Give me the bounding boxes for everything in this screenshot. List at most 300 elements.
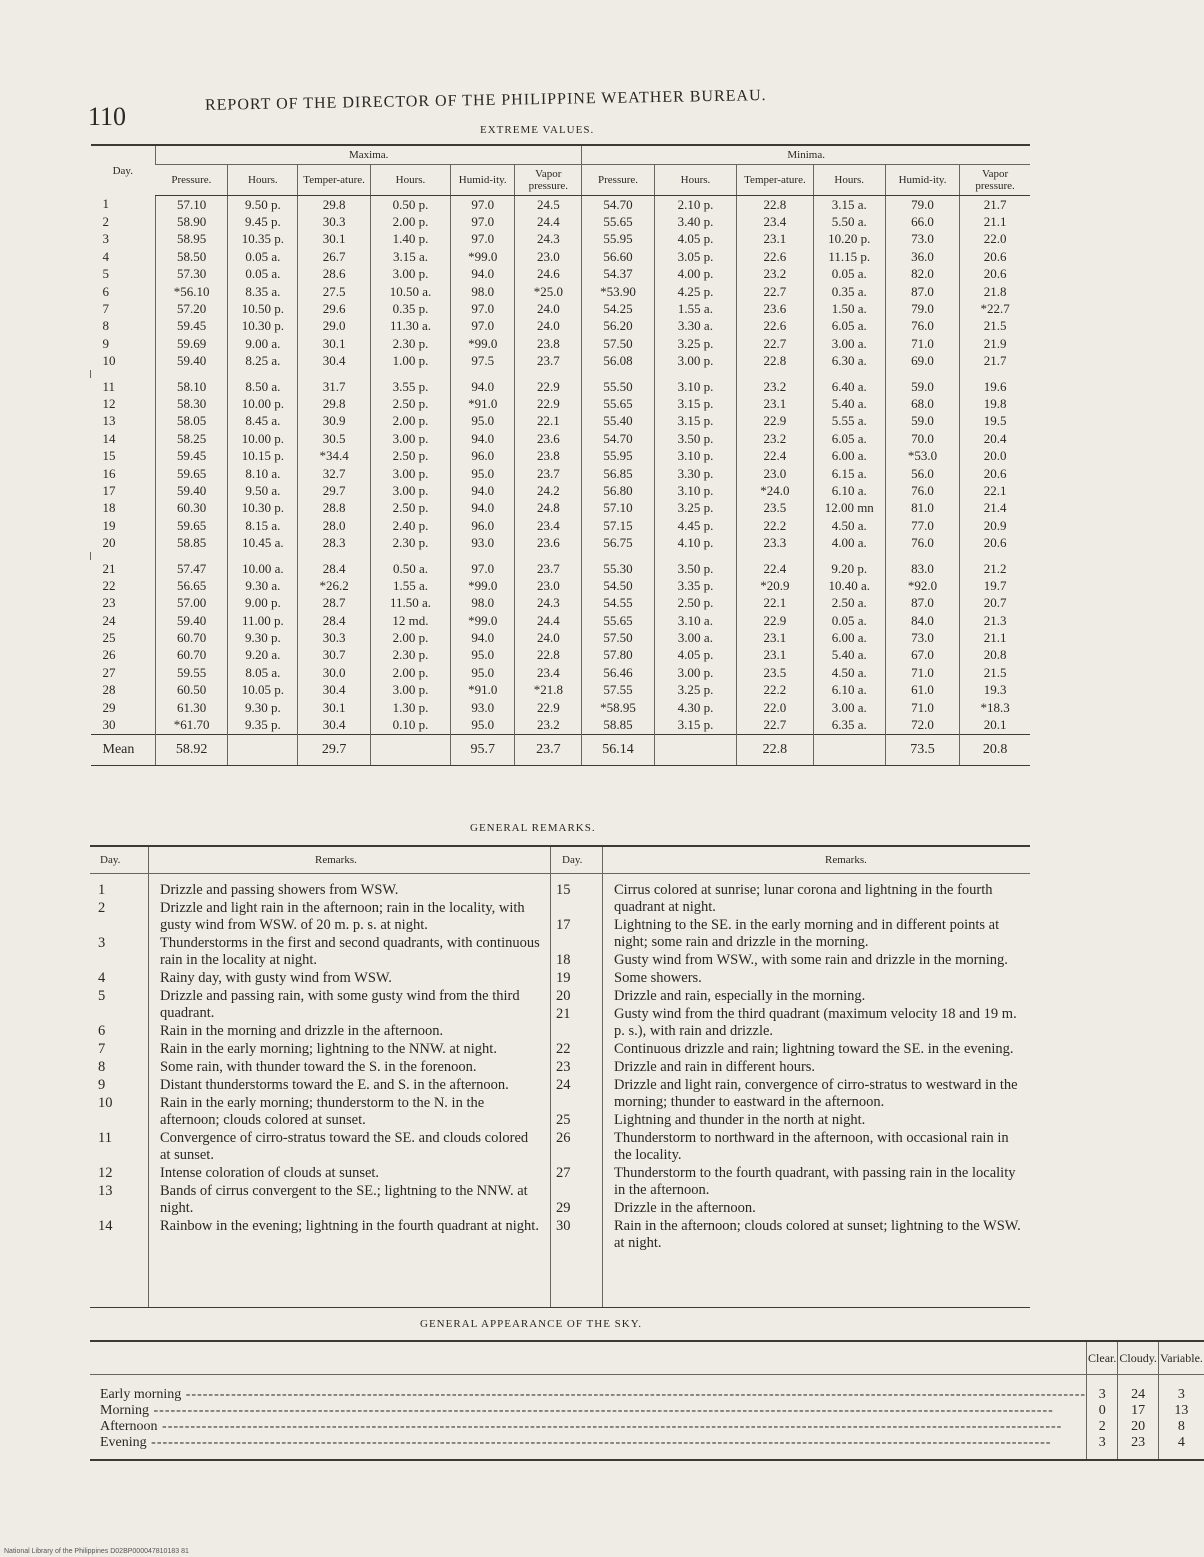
table-row [91, 647, 1031, 664]
remark-item [556, 970, 1024, 987]
value-cell: 29.7 [298, 482, 370, 499]
sky-period-label [90, 1375, 1087, 1404]
sky-row [90, 1403, 1204, 1419]
value-cell: 0.05 a. [813, 612, 885, 629]
remark-item [556, 988, 1024, 1005]
value-cell: 5.40 a. [813, 395, 885, 412]
value-cell: 96.0 [451, 447, 515, 464]
value-cell: *34.4 [298, 447, 370, 464]
max-col-header: Pressure. [156, 165, 228, 196]
value-cell: 24.6 [515, 266, 582, 283]
value-cell: 58.50 [156, 248, 228, 265]
value-cell: 97.5 [451, 353, 515, 370]
value-cell: 26.7 [298, 248, 370, 265]
value-cell: 11.00 p. [228, 612, 298, 629]
value-cell: 6.00 a. [813, 629, 885, 646]
value-cell: 58.95 [156, 231, 228, 248]
value-cell: 56.08 [582, 353, 654, 370]
value-cell: 1.30 p. [370, 699, 451, 716]
remark-item [556, 882, 1024, 916]
value-cell: 57.00 [156, 595, 228, 612]
sky-row [90, 1435, 1204, 1460]
table-row [91, 353, 1031, 370]
day-cell: 8 [102, 318, 109, 334]
day-cell: 3 [102, 231, 109, 247]
value-cell: 54.50 [582, 577, 654, 594]
value-cell: 23.2 [515, 716, 582, 734]
value-cell: 94.0 [451, 378, 515, 395]
value-cell: 19.3 [960, 682, 1030, 699]
value-cell: 30.5 [298, 430, 370, 447]
remark-item [556, 1112, 1024, 1129]
value-cell: 87.0 [885, 595, 959, 612]
value-cell: *99.0 [451, 248, 515, 265]
value-cell: 8.15 a. [228, 517, 298, 534]
value-cell: 21.9 [960, 335, 1030, 352]
library-footer: National Library of the Philippines D02BP000047810183 81 [4, 1548, 189, 1555]
value-cell: 3.15 a. [370, 248, 451, 265]
min-col-header: Hours. [813, 165, 885, 196]
sky-period-label [90, 1403, 1087, 1419]
value-cell: 59.40 [156, 353, 228, 370]
value-cell: 56.75 [582, 534, 654, 551]
remark-day: 5 [98, 988, 106, 1004]
extreme-values-table [90, 144, 1030, 766]
day-cell: 13 [102, 413, 116, 429]
day-cell: 21 [102, 560, 116, 576]
value-cell: 3.30 a. [654, 318, 737, 335]
value-cell: 23.2 [737, 378, 813, 395]
table-row [91, 283, 1031, 300]
table-row [91, 395, 1031, 412]
remark-item [98, 900, 542, 934]
value-cell: 58.05 [156, 413, 228, 430]
value-cell: 55.50 [582, 378, 654, 395]
value-cell: 10.05 p. [228, 682, 298, 699]
value-cell: 12.00 mn [813, 500, 885, 517]
remark-day: 12 [98, 1165, 113, 1181]
remark-text: Drizzle in the afternoon. [614, 1200, 756, 1216]
value-cell: 23.7 [515, 353, 582, 370]
day-cell: 26 [102, 647, 116, 663]
value-cell: 3.10 p. [654, 482, 737, 499]
value-cell: 57.10 [582, 500, 654, 517]
value-cell: 57.80 [582, 647, 654, 664]
remarks-header-right: Remarks. [825, 854, 867, 866]
table-row [91, 500, 1031, 517]
value-cell: 79.0 [885, 300, 959, 317]
mean-value: 23.7 [515, 734, 582, 765]
value-cell: 3.10 p. [654, 378, 737, 395]
mean-value: 56.14 [582, 734, 654, 765]
value-cell: 28.6 [298, 266, 370, 283]
value-cell: 81.0 [885, 500, 959, 517]
value-cell: 30.4 [298, 716, 370, 734]
value-cell: 56.80 [582, 482, 654, 499]
remarks-day-header-right: Day. [562, 854, 583, 866]
value-cell: 2.50 p. [370, 500, 451, 517]
value-cell: *20.9 [737, 577, 813, 594]
value-cell: 59.0 [885, 378, 959, 395]
value-cell: 56.65 [156, 577, 228, 594]
value-cell: 1.55 a. [370, 577, 451, 594]
day-cell: 27 [102, 664, 116, 680]
value-cell: 1.55 a. [654, 300, 737, 317]
remark-item [556, 952, 1024, 969]
value-cell: 1.50 a. [813, 300, 885, 317]
value-cell: 3.10 a. [654, 612, 737, 629]
value-cell: 21.1 [960, 629, 1030, 646]
remark-day: 11 [98, 1130, 112, 1146]
day-cell: 18 [102, 500, 116, 516]
value-cell: 23.8 [515, 447, 582, 464]
remark-item [556, 1165, 1024, 1199]
sky-period-label [90, 1419, 1087, 1435]
value-cell: *53.0 [885, 447, 959, 464]
remark-text: Drizzle and light rain in the afternoon; rain in the locality, with gusty wind from WSW. of 20 m. p. s. at night. [160, 900, 525, 933]
value-cell: 71.0 [885, 335, 959, 352]
value-cell: 9.30 p. [228, 699, 298, 716]
value-cell: 6.40 a. [813, 378, 885, 395]
value-cell: 3.15 p. [654, 716, 737, 734]
sky-period-text: Morning ----- [100, 1403, 1054, 1418]
value-cell: 23.2 [737, 266, 813, 283]
day-cell: 24 [102, 612, 116, 628]
value-cell: 3.00 p. [654, 664, 737, 681]
value-cell: 56.85 [582, 465, 654, 482]
sky-variable-count: 4 [1158, 1435, 1203, 1460]
value-cell: 96.0 [451, 517, 515, 534]
value-cell: 23.2 [737, 430, 813, 447]
remark-item [98, 1041, 542, 1058]
value-cell: 22.6 [737, 318, 813, 335]
table-row [91, 465, 1031, 482]
value-cell: 58.90 [156, 213, 228, 230]
value-cell: 54.25 [582, 300, 654, 317]
remark-item [98, 1023, 542, 1040]
day-cell: 19 [102, 517, 116, 533]
table-row [91, 682, 1031, 699]
mean-value: 95.7 [451, 734, 515, 765]
min-col-header: Hours. [654, 165, 737, 196]
value-cell: 2.50 p. [654, 595, 737, 612]
table-row [91, 664, 1031, 681]
sky-clear-count: 2 [1087, 1419, 1118, 1435]
table-row [91, 378, 1031, 395]
remark-item [98, 970, 542, 987]
day-cell: 4 [102, 248, 109, 264]
value-cell: 59.40 [156, 482, 228, 499]
remark-day: 18 [556, 952, 571, 968]
page-number: 110 [88, 102, 127, 131]
sky-appearance-table [90, 1340, 1204, 1461]
value-cell: 12 md. [370, 612, 451, 629]
value-cell: 30.3 [298, 213, 370, 230]
value-cell: 55.65 [582, 612, 654, 629]
remark-text: Drizzle and light rain, convergence of cirro-stratus to westward in the morning; thunder to eastward in the afternoon. [614, 1077, 1018, 1110]
value-cell: 3.55 p. [370, 378, 451, 395]
value-cell: 22.2 [737, 517, 813, 534]
value-cell: 24.8 [515, 500, 582, 517]
table-row [91, 577, 1031, 594]
value-cell: 98.0 [451, 595, 515, 612]
value-cell: 97.0 [451, 300, 515, 317]
running-head: REPORT OF THE DIRECTOR OF THE PHILIPPINE WEATHER BUREAU. [204, 87, 767, 114]
value-cell: 22.9 [515, 378, 582, 395]
value-cell: 19.6 [960, 378, 1030, 395]
general-remarks-caption: GENERAL REMARKS. [470, 822, 596, 834]
remark-item [98, 1183, 542, 1217]
value-cell: 2.00 p. [370, 629, 451, 646]
value-cell: 9.00 p. [228, 595, 298, 612]
mean-value: 22.8 [737, 734, 813, 765]
value-cell: 8.35 a. [228, 283, 298, 300]
value-cell: 55.40 [582, 413, 654, 430]
value-cell: 79.0 [885, 196, 959, 214]
value-cell: 28.7 [298, 595, 370, 612]
value-cell: *99.0 [451, 577, 515, 594]
value-cell: *24.0 [737, 482, 813, 499]
value-cell: 3.35 p. [654, 577, 737, 594]
remark-text: Bands of cirrus convergent to the SE.; lightning to the NNW. at night. [160, 1183, 528, 1216]
remark-day: 4 [98, 970, 106, 986]
sky-variable-header: Variable. [1158, 1341, 1203, 1375]
value-cell: 29.8 [298, 395, 370, 412]
remark-text: Intense coloration of clouds at sunset. [160, 1165, 380, 1181]
value-cell: 23.5 [737, 664, 813, 681]
remark-text: Convergence of cirro-stratus toward the SE. and clouds colored at sunset. [160, 1130, 529, 1163]
value-cell: 20.6 [960, 248, 1030, 265]
value-cell: 9.20 a. [228, 647, 298, 664]
value-cell: *92.0 [885, 577, 959, 594]
value-cell: 0.35 p. [370, 300, 451, 317]
value-cell: 28.3 [298, 534, 370, 551]
mean-label: Mean [91, 734, 156, 765]
value-cell: 21.2 [960, 560, 1030, 577]
value-cell: 22.7 [737, 283, 813, 300]
day-cell: 20 [102, 535, 116, 551]
value-cell: 4.00 a. [813, 534, 885, 551]
value-cell: 9.45 p. [228, 213, 298, 230]
value-cell: 23.5 [737, 500, 813, 517]
remark-text: Rain in the early morning; lightning to the NNW. at night. [160, 1041, 497, 1057]
remark-item [98, 1130, 542, 1164]
sky-cloudy-header: Cloudy. [1118, 1341, 1159, 1375]
day-cell: 2 [102, 214, 109, 230]
remark-text: Drizzle and rain in different hours. [614, 1059, 816, 1075]
mean-value: 58.92 [156, 734, 228, 765]
remark-day: 25 [556, 1112, 571, 1128]
value-cell: *56.10 [156, 283, 228, 300]
extreme-values-caption: EXTREME VALUES. [480, 124, 595, 136]
value-cell: 3.00 a. [813, 335, 885, 352]
day-cell: 25 [102, 630, 116, 646]
value-cell: 9.30 p. [228, 629, 298, 646]
remark-text: Some showers. [614, 970, 702, 986]
value-cell: 10.00 p. [228, 395, 298, 412]
table-row [91, 335, 1031, 352]
max-col-header: Hours. [228, 165, 298, 196]
value-cell: 22.6 [737, 248, 813, 265]
value-cell: *99.0 [451, 612, 515, 629]
value-cell: 0.05 a. [228, 266, 298, 283]
value-cell: 57.10 [156, 196, 228, 214]
value-cell: 24.0 [515, 318, 582, 335]
remark-item [98, 1095, 542, 1129]
sky-period-text: Early morning ----- [100, 1387, 1086, 1402]
remark-text: Gusty wind from WSW., with some rain and drizzle in the morning. [614, 952, 1008, 968]
minima-header: Minima. [582, 145, 1030, 165]
day-cell: 28 [102, 682, 116, 698]
value-cell: 4.45 p. [654, 517, 737, 534]
value-cell: *53.90 [582, 283, 654, 300]
value-cell: 59.65 [156, 517, 228, 534]
value-cell: 9.50 p. [228, 196, 298, 214]
value-cell: 22.8 [515, 647, 582, 664]
table-row [91, 560, 1031, 577]
value-cell: 22.0 [737, 699, 813, 716]
value-cell: 29.6 [298, 300, 370, 317]
remarks-header: Remarks. [315, 854, 357, 866]
value-cell: 57.30 [156, 266, 228, 283]
value-cell: 5.55 a. [813, 413, 885, 430]
day-header: Day. [91, 145, 156, 196]
value-cell: 4.50 a. [813, 664, 885, 681]
value-cell: 22.7 [737, 335, 813, 352]
value-cell: 24.4 [515, 612, 582, 629]
remark-text: Drizzle and rain, especially in the morning. [614, 988, 866, 1004]
value-cell: 3.15 a. [813, 196, 885, 214]
value-cell: 6.05 a. [813, 430, 885, 447]
day-cell: 5 [102, 266, 109, 282]
value-cell: 95.0 [451, 647, 515, 664]
value-cell: 30.1 [298, 699, 370, 716]
remark-text: Thunderstorm to the fourth quadrant, with passing rain in the locality in the afternoon. [614, 1165, 1016, 1198]
remark-day: 17 [556, 917, 571, 933]
remark-day: 26 [556, 1130, 571, 1146]
value-cell: *26.2 [298, 577, 370, 594]
value-cell: 3.30 p. [654, 465, 737, 482]
value-cell: 8.25 a. [228, 353, 298, 370]
mean-row [91, 734, 1031, 765]
value-cell: 95.0 [451, 716, 515, 734]
value-cell: 55.65 [582, 213, 654, 230]
table-row [91, 413, 1031, 430]
day-cell: 22 [102, 577, 116, 593]
value-cell: 8.45 a. [228, 413, 298, 430]
day-cell: 7 [102, 301, 109, 317]
sky-clear-count: 0 [1087, 1403, 1118, 1419]
day-cell: 29 [102, 699, 116, 715]
value-cell: 72.0 [885, 716, 959, 734]
general-remarks-table [90, 845, 1030, 1308]
remark-day: 2 [98, 900, 106, 916]
mean-value: 20.8 [960, 734, 1030, 765]
remark-item [98, 1218, 542, 1235]
value-cell: 23.7 [515, 560, 582, 577]
value-cell: *22.7 [960, 300, 1030, 317]
value-cell: 10.20 p. [813, 231, 885, 248]
value-cell: 4.00 p. [654, 266, 737, 283]
sky-period-text: Evening ----- [100, 1435, 1051, 1450]
value-cell: 3.00 a. [813, 699, 885, 716]
value-cell: 55.65 [582, 395, 654, 412]
value-cell: 19.7 [960, 577, 1030, 594]
value-cell: 95.0 [451, 413, 515, 430]
value-cell: 22.8 [737, 196, 813, 214]
value-cell: 10.35 p. [228, 231, 298, 248]
value-cell: 94.0 [451, 482, 515, 499]
value-cell: 24.0 [515, 300, 582, 317]
value-cell: 30.4 [298, 353, 370, 370]
sky-variable-count: 13 [1158, 1403, 1203, 1419]
value-cell: 56.20 [582, 318, 654, 335]
table-row [91, 447, 1031, 464]
value-cell: 5.50 a. [813, 213, 885, 230]
value-cell: 3.00 p. [370, 465, 451, 482]
value-cell: 59.55 [156, 664, 228, 681]
remark-day: 20 [556, 988, 571, 1004]
value-cell: 3.25 p. [654, 682, 737, 699]
value-cell: 60.70 [156, 647, 228, 664]
value-cell: 23.0 [515, 248, 582, 265]
value-cell: 21.7 [960, 196, 1030, 214]
value-cell: 11.15 p. [813, 248, 885, 265]
value-cell: 6.05 a. [813, 318, 885, 335]
value-cell: 98.0 [451, 283, 515, 300]
value-cell: 2.50 a. [813, 595, 885, 612]
value-cell: 21.8 [960, 283, 1030, 300]
table-row [91, 534, 1031, 551]
remark-day: 1 [98, 882, 106, 898]
value-cell: 59.40 [156, 612, 228, 629]
sky-row [90, 1419, 1204, 1435]
value-cell: 57.20 [156, 300, 228, 317]
remark-text: Rainbow in the evening; lightning in the fourth quadrant at night. [160, 1218, 539, 1234]
value-cell: 24.0 [515, 629, 582, 646]
block-gap [91, 552, 1031, 560]
day-cell: 10 [102, 353, 116, 369]
value-cell: 4.30 p. [654, 699, 737, 716]
table-row [91, 629, 1031, 646]
value-cell: 10.30 p. [228, 318, 298, 335]
mean-value [370, 734, 451, 765]
sky-period-label [90, 1435, 1087, 1460]
value-cell: 21.4 [960, 500, 1030, 517]
remark-day: 19 [556, 970, 571, 986]
value-cell: 9.35 p. [228, 716, 298, 734]
value-cell: 21.5 [960, 664, 1030, 681]
value-cell: 6.30 a. [813, 353, 885, 370]
value-cell: *91.0 [451, 682, 515, 699]
value-cell: 58.30 [156, 395, 228, 412]
value-cell: 2.00 p. [370, 664, 451, 681]
value-cell: 23.1 [737, 629, 813, 646]
remark-day: 23 [556, 1059, 571, 1075]
remarks-day-header: Day. [100, 854, 121, 866]
value-cell: 22.2 [737, 682, 813, 699]
value-cell: 71.0 [885, 699, 959, 716]
value-cell: 23.0 [737, 465, 813, 482]
value-cell: 24.5 [515, 196, 582, 214]
value-cell: *18.3 [960, 699, 1030, 716]
value-cell: 68.0 [885, 395, 959, 412]
value-cell: 23.7 [515, 465, 582, 482]
value-cell: 0.35 a. [813, 283, 885, 300]
value-cell: 60.70 [156, 629, 228, 646]
value-cell: 95.0 [451, 664, 515, 681]
value-cell: 23.4 [515, 517, 582, 534]
